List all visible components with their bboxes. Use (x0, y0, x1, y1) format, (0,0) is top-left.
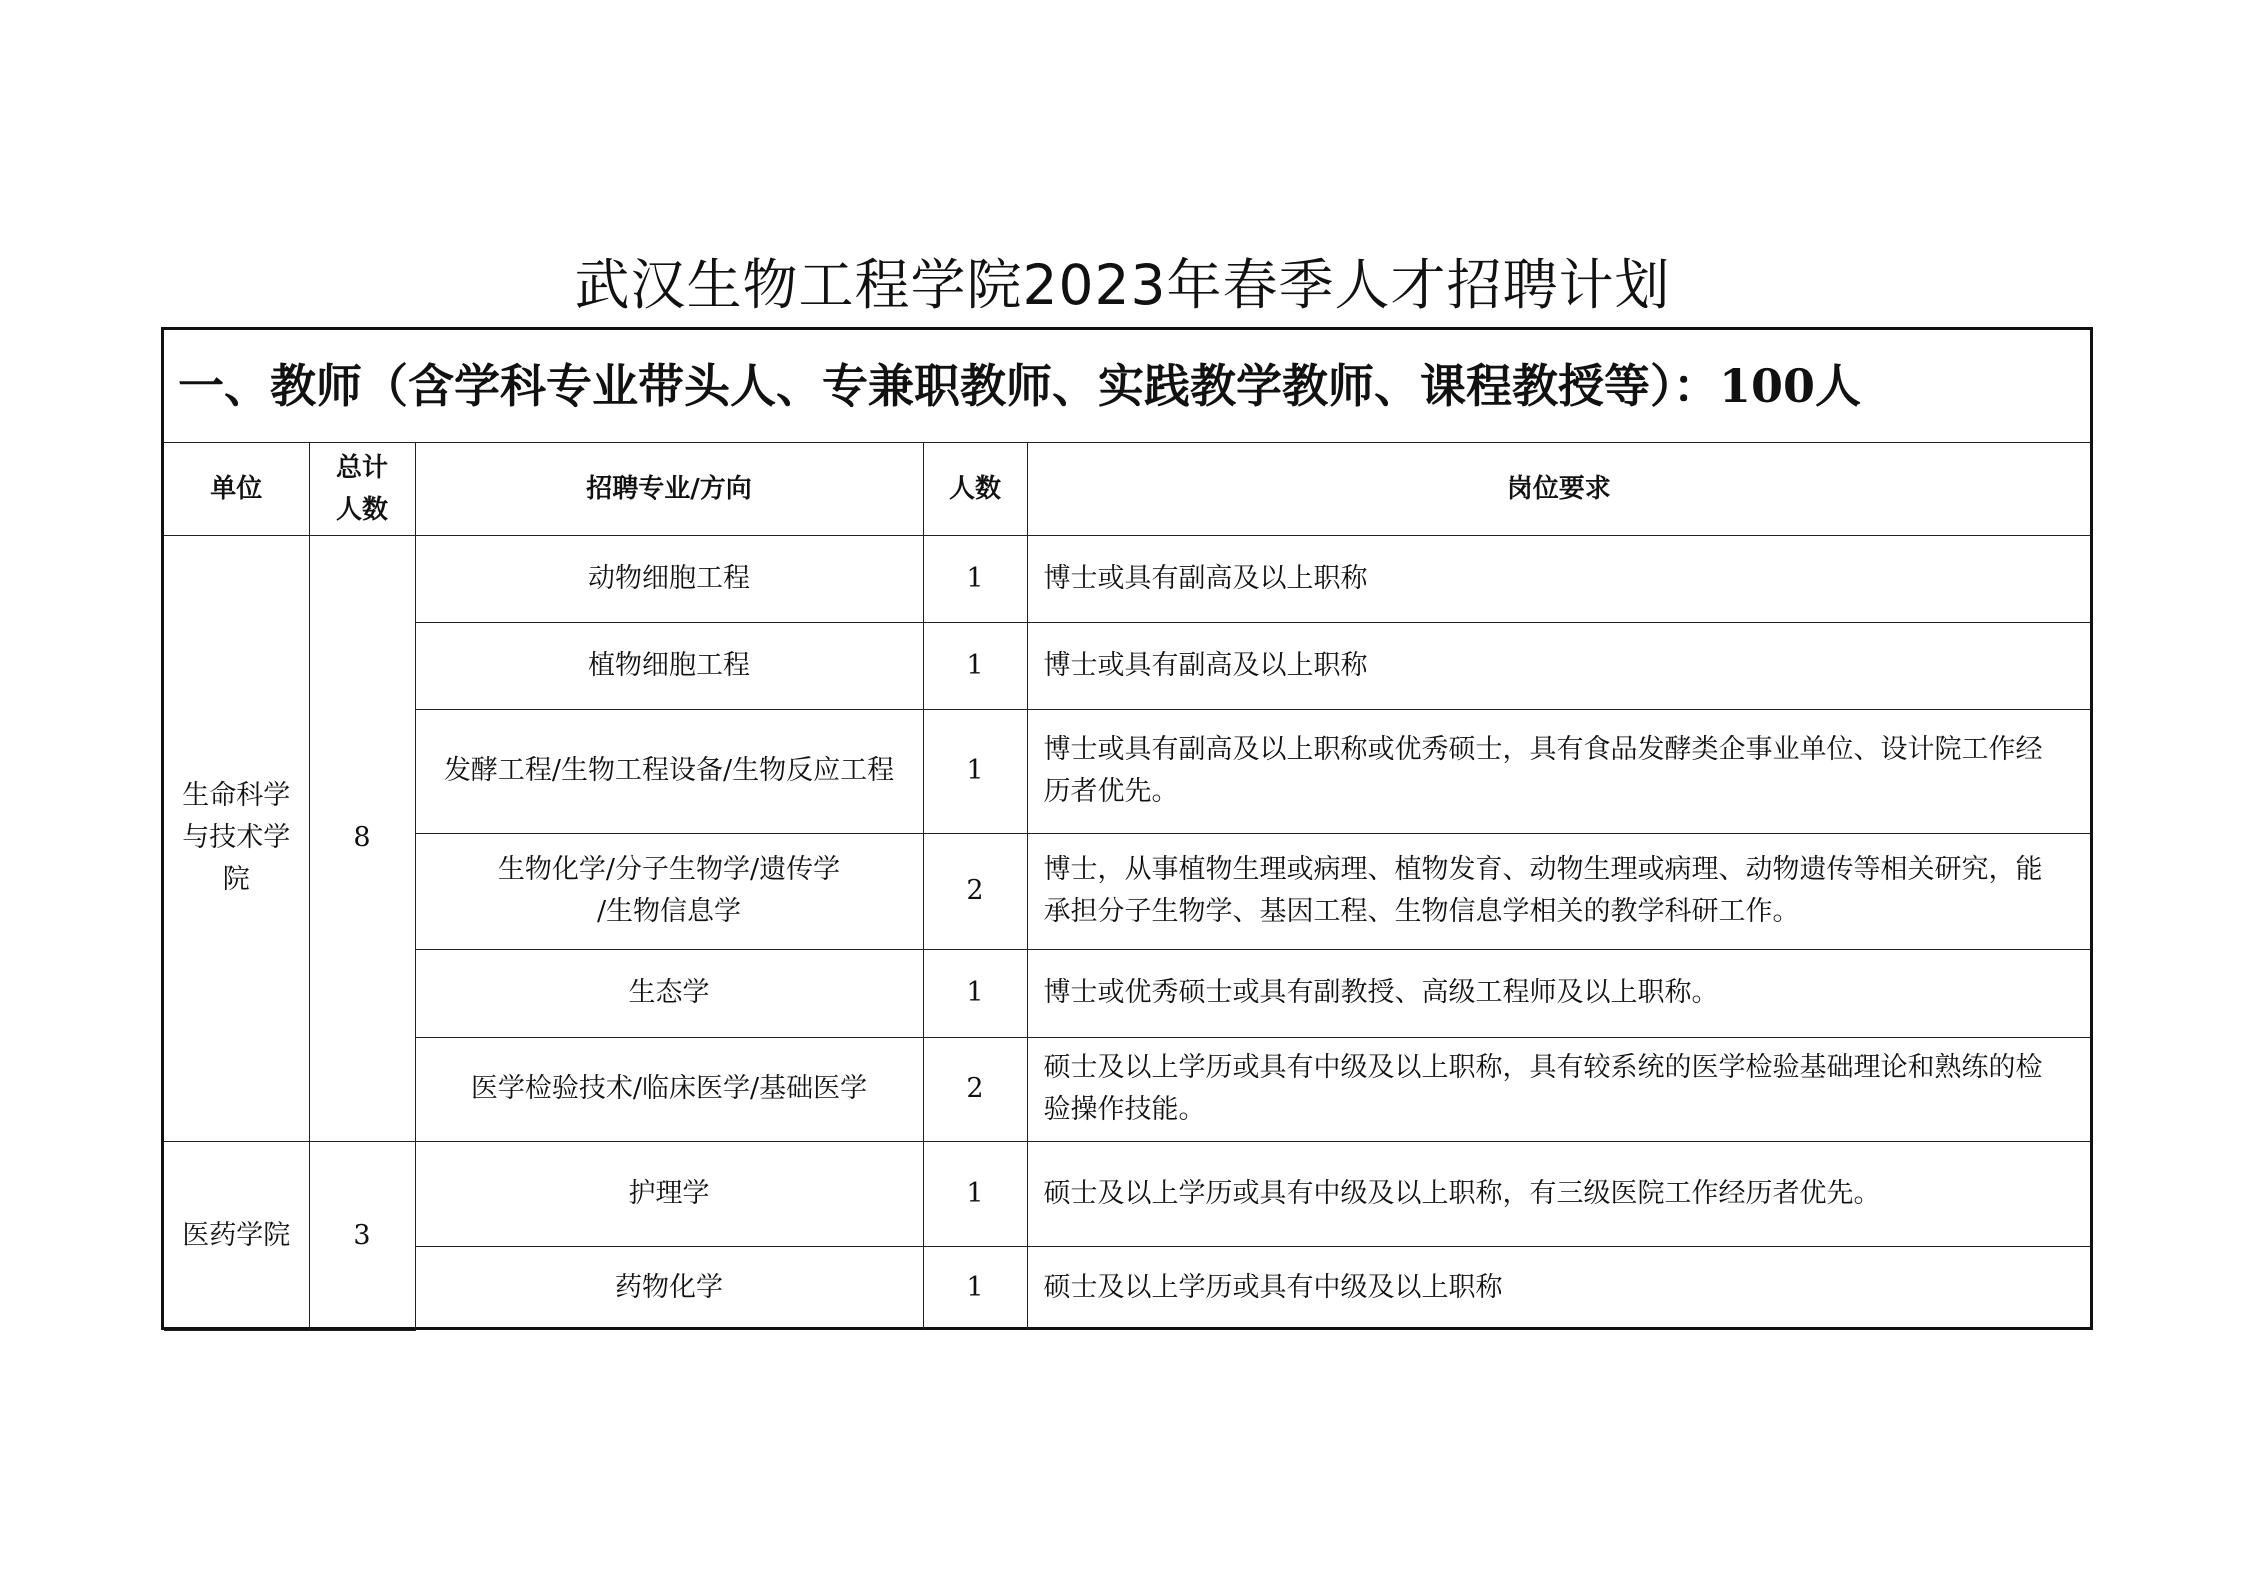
unit-line: 与技术学 (182, 822, 291, 853)
table-row (164, 1141, 2090, 1246)
count-cell: 1 (923, 1141, 1027, 1246)
header-total-line2: 人数 (335, 494, 388, 525)
unit-line: 院 (222, 864, 250, 895)
requirement-cell (1027, 1037, 2090, 1141)
requirement-cell: 博士或具有副高及以上职称 (1027, 622, 2090, 709)
header-count: 人数 (923, 442, 1027, 535)
requirement-cell: 硕士及以上学历或具有中级及以上职称，有三级医院工作经历者优先。 (1027, 1141, 2090, 1246)
count-cell: 1 (923, 709, 1027, 833)
count-cell: 1 (923, 535, 1027, 622)
unit-line: 医药学院 (182, 1219, 291, 1251)
major-cell: 植物细胞工程 (415, 622, 923, 709)
unit-cell (164, 535, 309, 1141)
total-cell: 3 (309, 1141, 415, 1330)
requirement-line: 硕士及以上学历或具有中级及以上职称，具有较系统的医学检验基础理论和熟练的检 (1043, 1052, 2043, 1083)
header-unit: 单位 (164, 442, 309, 535)
table-row (164, 1246, 2090, 1330)
requirement-cell: 硕士及以上学历或具有中级及以上职称 (1027, 1246, 2090, 1330)
header-total-line1: 总计 (335, 452, 388, 483)
count-cell: 2 (923, 833, 1027, 949)
requirement-line: 博士或具有副高及以上职称或优秀硕士，具有食品发酵类企事业单位、设计院工作经 (1043, 734, 2043, 765)
major-cell: 生态学 (415, 949, 923, 1037)
requirement-cell (1027, 709, 2090, 833)
requirement-line: 历者优先。 (1043, 776, 1179, 807)
major-line: 生物化学/分子生物学/遗传学 (497, 854, 841, 885)
table-row (164, 949, 2090, 1037)
header-requirement: 岗位要求 (1027, 442, 2090, 535)
unit-cell (164, 1141, 309, 1330)
count-cell: 2 (923, 1037, 1027, 1141)
total-cell: 8 (309, 535, 415, 1141)
requirement-line: 验操作技能。 (1043, 1094, 1206, 1125)
count-cell: 1 (923, 949, 1027, 1037)
major-cell: 医学检验技术/临床医学/基础医学 (415, 1037, 923, 1141)
table-row (164, 535, 2090, 622)
major-cell: 动物细胞工程 (415, 535, 923, 622)
header-total (309, 442, 415, 535)
document-title: 武汉生物工程学院2023年春季人才招聘计划 (574, 253, 1671, 317)
requirement-cell (1027, 833, 2090, 949)
major-cell: 发酵工程/生物工程设备/生物反应工程 (415, 709, 923, 833)
section-heading: 一、教师（含学科专业带头人、专兼职教师、实践教学教师、课程教授等）：100人 (164, 330, 2090, 442)
plan-table (164, 330, 2090, 1331)
unit-line: 生命科学 (182, 780, 291, 811)
header-row (164, 442, 2090, 535)
table-row (164, 1037, 2090, 1141)
count-cell: 1 (923, 1246, 1027, 1330)
header-major: 招聘专业/方向 (415, 442, 923, 535)
table-row (164, 709, 2090, 833)
requirement-cell: 博士或具有副高及以上职称 (1027, 535, 2090, 622)
table-row (164, 622, 2090, 709)
major-cell (415, 833, 923, 949)
requirement-line: 承担分子生物学、基因工程、生物信息学相关的教学科研工作。 (1043, 896, 1800, 927)
count-cell: 1 (923, 622, 1027, 709)
requirement-cell: 博士或优秀硕士或具有副教授、高级工程师及以上职称。 (1027, 949, 2090, 1037)
table-row (164, 833, 2090, 949)
recruitment-table (161, 327, 2093, 1330)
major-line: /生物信息学 (596, 896, 742, 927)
requirement-line: 博士，从事植物生理或病理、植物发育、动物生理或病理、动物遗传等相关研究，能 (1043, 854, 2043, 885)
major-cell: 药物化学 (415, 1246, 923, 1330)
major-cell: 护理学 (415, 1141, 923, 1246)
